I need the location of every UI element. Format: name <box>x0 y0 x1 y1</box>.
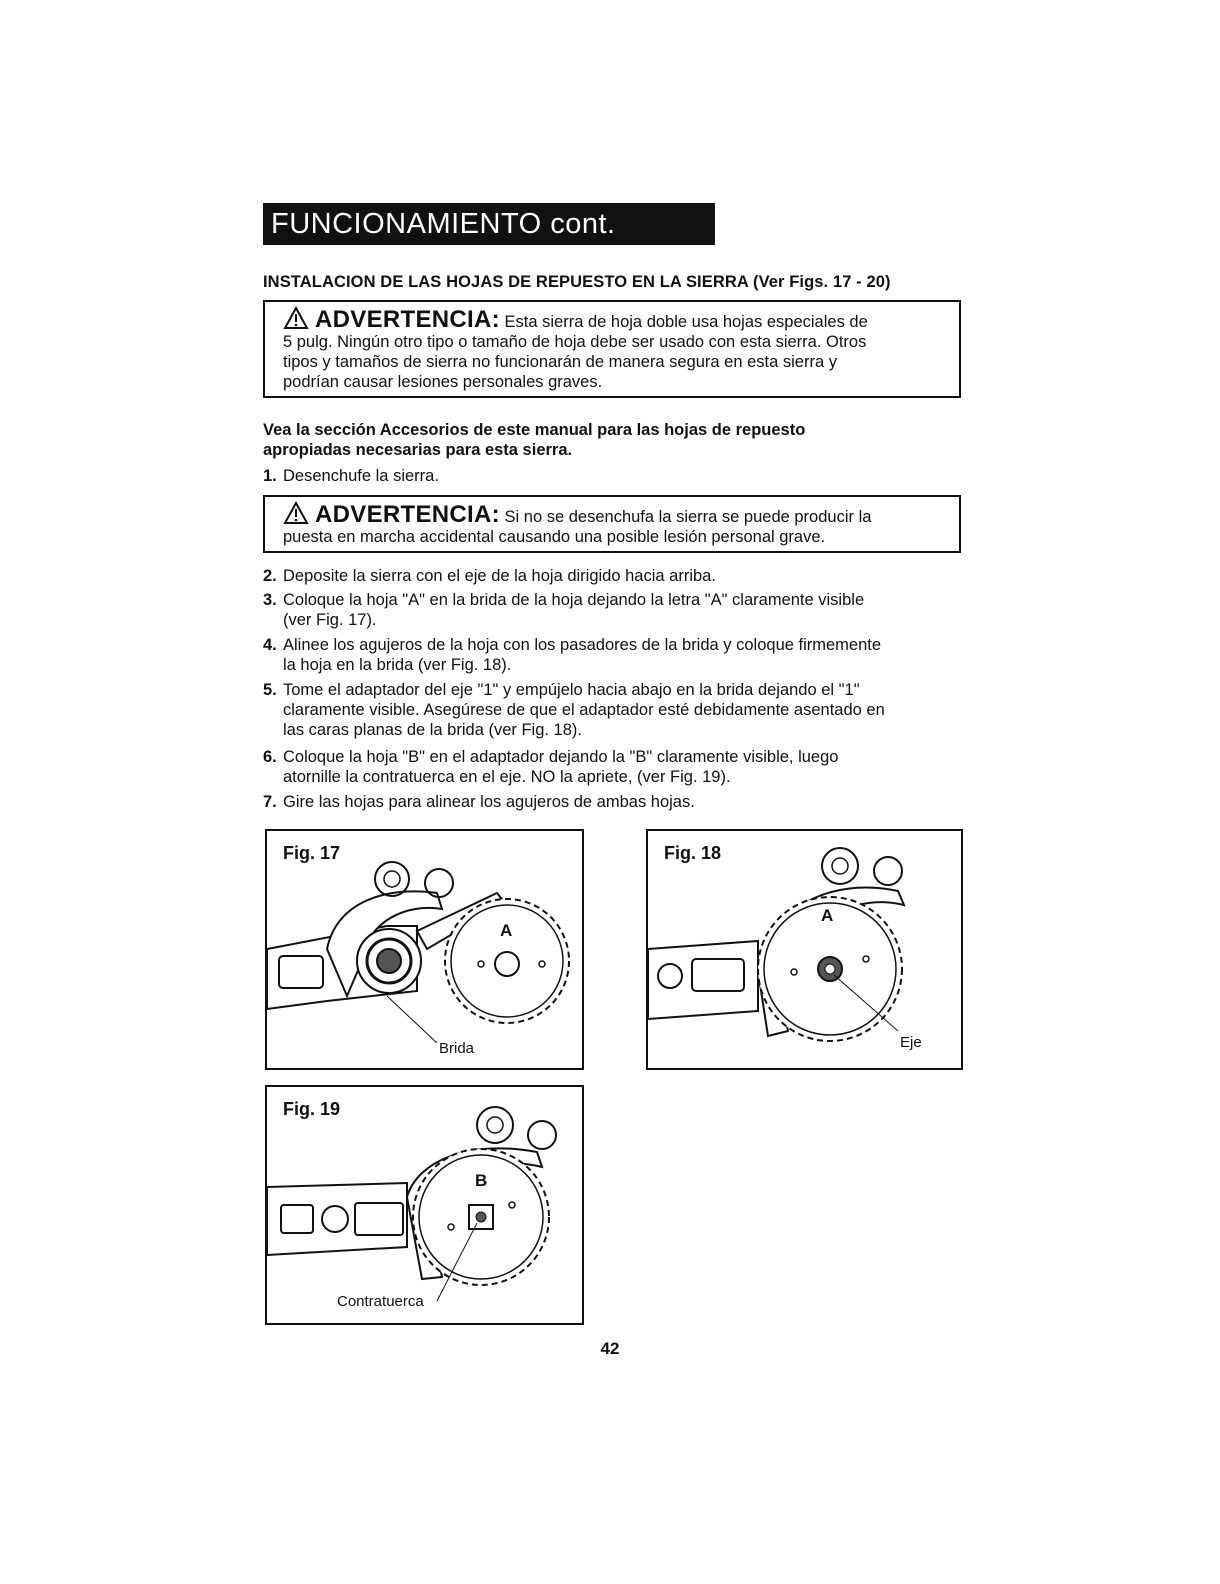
figure-caption: Eje <box>900 1034 922 1051</box>
blade-letter-label: B <box>475 1171 488 1190</box>
step-2 <box>263 566 963 586</box>
step-number: 4. <box>263 636 277 654</box>
step-text: la hoja en la brida (ver Fig. 18). <box>283 656 512 674</box>
step-text: claramente visible. Asegúrese de que el adaptador esté debidamente asentado en <box>283 701 885 719</box>
warning-text: Esta sierra de hoja doble usa hojas especiales de <box>504 313 868 331</box>
warning-text: 5 pulg. Ningún otro tipo o tamaño de hoja debe ser usado con esta sierra. Otros <box>283 333 867 351</box>
accessories-note <box>263 420 963 460</box>
step-4 <box>263 635 963 675</box>
step-7 <box>263 792 963 812</box>
warning-box-blade-type <box>263 300 961 398</box>
step-text: Gire las hojas para alinear los agujeros de ambas hojas. <box>283 793 695 811</box>
step-text: (ver Fig. 17). <box>283 611 377 629</box>
page-number: 42 <box>600 1339 620 1358</box>
figure-17 <box>265 829 584 1070</box>
figure-18 <box>646 829 963 1070</box>
figure-19 <box>265 1085 584 1325</box>
saw-blade-b-with-locknut-illustration <box>267 1087 582 1323</box>
warning-heading: ADVERTENCIA: <box>315 306 500 333</box>
step-5 <box>263 680 963 740</box>
blade-letter-label: A <box>821 906 834 925</box>
step-text: Alinee los agujeros de la hoja con los pasadores de la brida y coloque firmemente <box>283 636 882 654</box>
warning-text: Si no se desenchufa la sierra se puede producir la <box>504 508 872 526</box>
section-title: INSTALACION DE LAS HOJAS DE REPUESTO EN LA SIERRA (Ver Figs. 17 - 20) <box>263 273 891 291</box>
figure-label: Fig. 18 <box>664 843 722 863</box>
step-text: Deposite la sierra con el eje de la hoja dirigido hacia arriba. <box>283 567 716 585</box>
saw-blade-a-on-flange-illustration <box>648 831 961 1068</box>
warning-text: podrían causar lesiones personales graves. <box>283 373 603 391</box>
step-number: 7. <box>263 793 277 811</box>
blade-letter-label: A <box>500 921 513 940</box>
step-number: 3. <box>263 591 277 609</box>
step-text: atornille la contratuerca en el eje. NO la apriete, (ver Fig. 19). <box>283 768 731 786</box>
step-3 <box>263 590 963 630</box>
figure-caption: Brida <box>439 1040 475 1057</box>
step-number: 2. <box>263 567 277 585</box>
step-text: las caras planas de la brida (ver Fig. 18). <box>283 721 582 739</box>
warning-triangle-icon <box>283 501 309 525</box>
step-number: 5. <box>263 681 277 699</box>
warning-box-unplug <box>263 495 961 553</box>
step-text: Coloque la hoja "A" en la brida de la hoja dejando la letra "A" claramente visible <box>283 591 865 609</box>
figure-label: Fig. 19 <box>283 1099 341 1119</box>
step-number: 1. <box>263 467 277 485</box>
warning-text: puesta en marcha accidental causando una posible lesión personal grave. <box>283 528 826 546</box>
note-line: apropiadas necesarias para esta sierra. <box>263 441 573 459</box>
step-text: Tome el adaptador del eje "1" y empújelo hacia abajo en la brida dejando el "1" <box>283 681 860 699</box>
note-line: Vea la sección Accesorios de este manual para las hojas de repuesto <box>263 421 806 439</box>
warning-triangle-icon <box>283 306 309 330</box>
saw-blade-a-illustration <box>267 831 582 1068</box>
step-1 <box>263 466 963 486</box>
step-number: 6. <box>263 748 277 766</box>
warning-text: tipos y tamaños de sierra no funcionarán de manera segura en esta sierra y <box>283 353 837 371</box>
step-6 <box>263 747 963 787</box>
step-text: Coloque la hoja "B" en el adaptador dejando la "B" claramente visible, luego <box>283 748 839 766</box>
section-banner: FUNCIONAMIENTO cont. <box>263 203 715 245</box>
figure-caption: Contratuerca <box>337 1293 424 1310</box>
figure-label: Fig. 17 <box>283 843 341 863</box>
warning-heading: ADVERTENCIA: <box>315 501 500 528</box>
step-text: Desenchufe la sierra. <box>283 467 439 485</box>
